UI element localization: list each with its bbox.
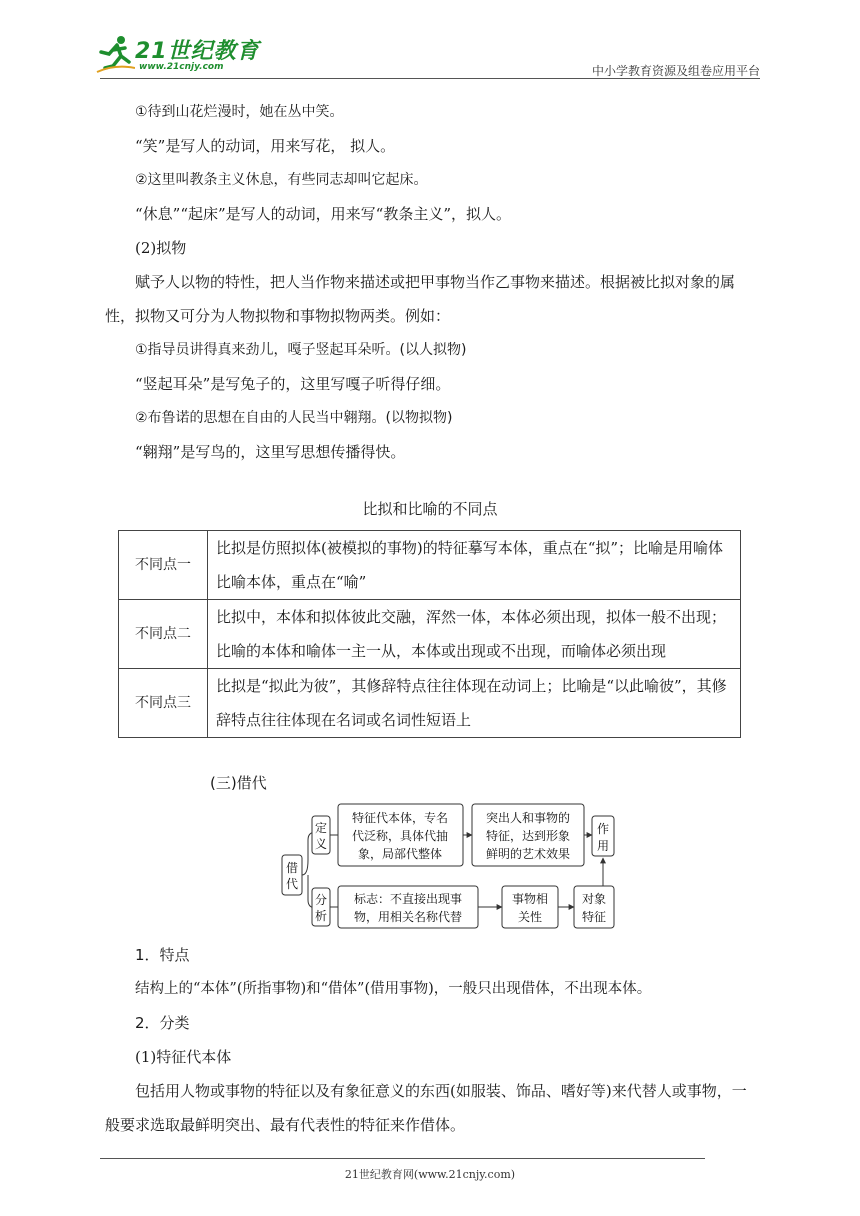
heading-fenlei: 2．分类 — [135, 1014, 190, 1032]
diagram-box-e-line: 关性 — [517, 910, 543, 924]
comparison-table — [118, 530, 741, 738]
explanation-line: “竖起耳朵”是写兔子的，这里写嘎子听得仔细。 — [135, 375, 451, 393]
diagram-box-a-line: 象，局部代整体 — [357, 847, 443, 861]
table-row-body: 比拟是“拟此为彼”，其修辞特点往往体现在动词上；比喻是“以此喻彼”，其修辞特点往往体现在名词或名词性短语上 — [208, 669, 741, 738]
main-content — [105, 95, 760, 469]
diagram-analysis-label: 分 — [314, 893, 328, 907]
logo-text: 21世纪教育 — [135, 39, 260, 64]
diagram-definition-label: 义 — [314, 837, 328, 851]
diagram-box-a-line: 代泛称，具体代抽 — [351, 829, 449, 843]
subheading-tezheng: (1)特征代本体 — [135, 1048, 232, 1066]
paragraph-tezheng: 包括用人物或事物的特征以及有象征意义的东西(如服装、饰品、嗜好等)来代替人或事物，一般要求选取最鲜明突出、最有代表性的特征来作借体。 — [105, 1082, 747, 1134]
diagram-box-b-line: 鲜明的艺术效果 — [485, 847, 571, 861]
explanation-line: “休息”“起床”是写人的动词，用来写“教条主义”，拟人。 — [135, 205, 512, 223]
header-platform-text: 中小学教育资源及组卷应用平台 — [591, 64, 760, 78]
explanation-line: “翱翔”是写鸟的，这里写思想传播得快。 — [135, 443, 406, 461]
page-header — [0, 0, 860, 80]
logo — [95, 34, 265, 78]
diagram-box-d-line: 物，用相关名称代替 — [353, 910, 463, 924]
table-row-head: 不同点二 — [119, 600, 208, 669]
example-line: ①待到山花烂漫时，她在丛中笑。 — [135, 104, 344, 120]
jiedai-diagram — [280, 800, 620, 935]
diagram-box-b-line: 特征，达到形象 — [485, 829, 571, 843]
table-row-head: 不同点一 — [119, 531, 208, 600]
footer-text: 21世纪教育网(www.21cnjy.com) — [344, 1168, 516, 1181]
diagram-box-f-line: 特征 — [581, 910, 607, 924]
diagram-box-c-label: 用 — [596, 839, 610, 853]
table-row — [119, 600, 741, 669]
paragraph-tedian: 结构上的“本体”(所指事物)和“借体”(借用事物)，一般只出现借体，不出现本体。 — [135, 981, 652, 997]
diagram-box-e-line: 事物相 — [511, 892, 549, 906]
diagram-root-label: 代 — [285, 877, 299, 891]
diagram-box-b-line: 突出人和事物的 — [485, 811, 571, 825]
runner-logo-icon — [95, 34, 135, 74]
diagram-box-f-line: 对象 — [581, 892, 607, 906]
heading-tedian: 1．特点 — [135, 946, 190, 964]
diagram-root-label: 借 — [285, 861, 299, 875]
table-row-head: 不同点三 — [119, 669, 208, 738]
table-row-body: 比拟是仿照拟体(被模拟的事物)的特征摹写本体，重点在“拟”；比喻是用喻体比喻本体，重点在“喻” — [208, 531, 741, 600]
bottom-content — [105, 938, 760, 1142]
header-divider — [100, 78, 760, 79]
diagram-analysis-label: 析 — [314, 909, 328, 923]
table-row-body: 比拟中，本体和拟体彼此交融，浑然一体，本体必须出现，拟体一般不出现；比喻的本体和喻体一主一从，本体或出现或不出现，而喻体必须出现 — [208, 600, 741, 669]
explanation-line: “笑”是写人的动词，用来写花， 拟人。 — [135, 137, 396, 155]
subheading-niwu: (2)拟物 — [135, 239, 187, 257]
paragraph-niwu: 赋予人以物的特性，把人当作物来描述或把甲事物当作乙事物来描述。根据被比拟对象的属性，拟物又可分为人物拟物和事物拟物两类。例如： — [105, 273, 736, 325]
footer-divider — [100, 1158, 705, 1159]
example-line: ①指导员讲得真来劲儿，嘎子竖起耳朵听。(以人拟物) — [135, 342, 467, 358]
example-line: ②布鲁诺的思想在自由的人民当中翱翔。(以物拟物) — [135, 410, 453, 426]
example-line: ②这里叫教条主义休息，有些同志却叫它起床。 — [135, 172, 428, 188]
diagram-definition-label: 定 — [314, 821, 328, 835]
diagram-box-d-line: 标志：不直接出现事 — [353, 892, 463, 906]
logo-url: www.21cnjy.com — [139, 62, 224, 72]
table-row — [119, 531, 741, 600]
table-row — [119, 669, 741, 738]
table-title: 比拟和比喻的不同点 — [362, 500, 498, 518]
diagram-box-a-line: 特征代本体，专名 — [351, 811, 449, 825]
diagram-box-c-label: 作 — [596, 822, 610, 836]
section-heading-jiedai: (三)借代 — [210, 774, 267, 792]
